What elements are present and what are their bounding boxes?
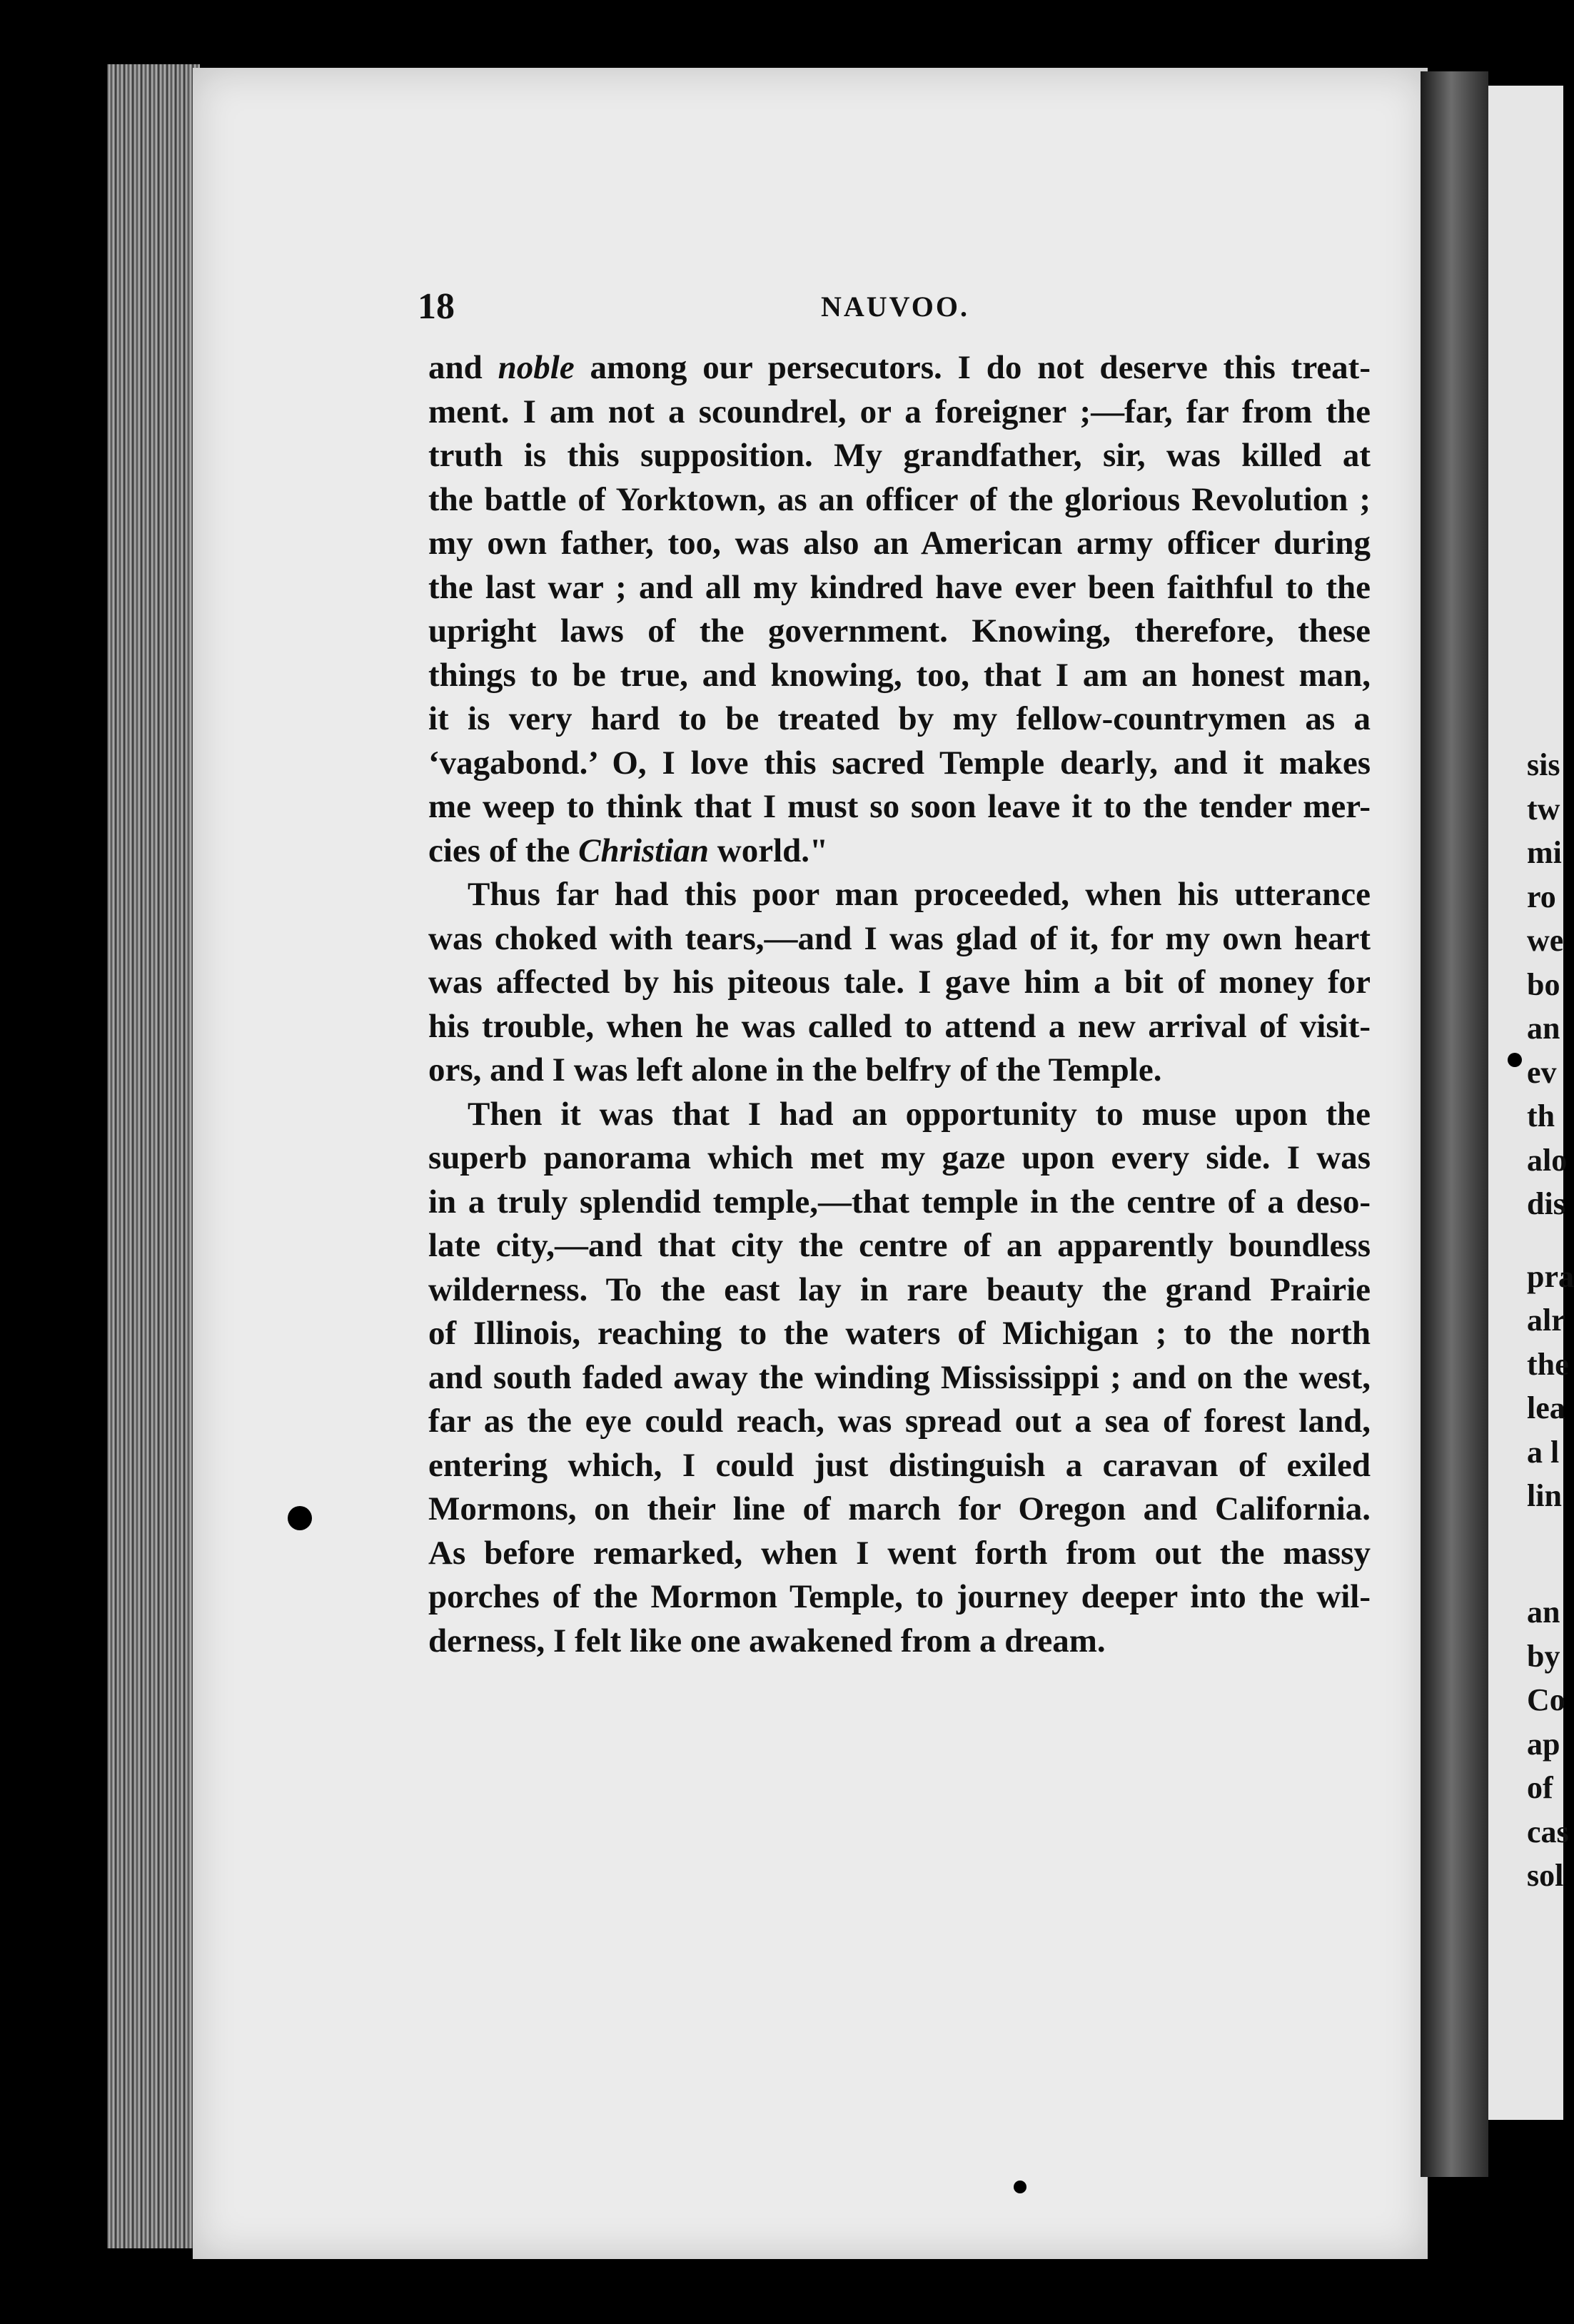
text-line: superb panorama which met my gaze upon every side. I was <box>428 1139 1371 1176</box>
text-line: derness, I felt like one awakened from a dream. <box>428 1622 1106 1659</box>
facing-text-fragment: sol <box>1527 1858 1564 1893</box>
ink-speck <box>782 50 793 57</box>
facing-text-fragment: lea <box>1527 1390 1565 1425</box>
facing-page-fragment <box>1488 86 1574 2120</box>
running-title: NAUVOO. <box>821 290 969 323</box>
body-text <box>428 346 1371 1663</box>
facing-text-fragment: ap <box>1527 1726 1560 1762</box>
facing-text-fragment: Co <box>1527 1682 1565 1717</box>
text-line: As before remarked, when I went forth from out the massy <box>428 1534 1371 1572</box>
facing-text-fragment: alr <box>1527 1303 1565 1338</box>
text-line: me weep to think that I must so soon leave it to the tender mer- <box>428 788 1371 825</box>
text-line: was affected by his piteous tale. I gave him a bit of money for <box>428 964 1371 1001</box>
facing-text-fragment: sis <box>1527 747 1560 782</box>
facing-text-fragment: an <box>1527 1595 1560 1630</box>
facing-text-fragment: bo <box>1527 966 1560 1002</box>
facing-text-fragment: tw <box>1527 791 1560 827</box>
text-line: late city,—and that city the centre of an apparently boundless <box>428 1227 1371 1264</box>
text-line: and noble among our persecutors. I do not deserve this treat- <box>428 349 1371 386</box>
facing-text-fragment: the <box>1527 1346 1569 1382</box>
text-line: of Illinois, reaching to the waters of Michigan ; to the north <box>428 1315 1371 1352</box>
text-line: cies of the Christian world." <box>428 832 829 869</box>
text-line: ‘vagabond.’ O, I love this sacred Temple dearly, and it makes <box>428 744 1371 782</box>
facing-text-fragment: alo <box>1527 1142 1568 1178</box>
page-number: 18 <box>418 286 455 327</box>
facing-text-fragment: a l <box>1527 1434 1560 1470</box>
facing-text-fragment: mi <box>1527 835 1562 870</box>
ink-speck <box>1508 1053 1522 1067</box>
text-line: upright laws of the government. Knowing, therefore, these <box>428 612 1371 650</box>
running-head <box>418 286 1371 328</box>
facing-text-fragment: lin <box>1527 1478 1562 1513</box>
facing-text-fragment: th <box>1527 1098 1555 1133</box>
facing-text-fragment: pra <box>1527 1258 1574 1294</box>
facing-text-fragment: dis <box>1527 1186 1565 1221</box>
text-line: was choked with tears,—and I was glad of it, for my own heart <box>428 919 1371 957</box>
page-edges <box>107 64 200 2248</box>
text-line: my own father, too, was also an American army officer during <box>428 525 1371 562</box>
text-line: truth is this supposition. My grandfather, sir, was killed at <box>428 437 1371 474</box>
text-line: ors, and I was left alone in the belfry of the Temple. <box>428 1051 1162 1088</box>
text-line: far as the eye could reach, was spread out a sea of forest land, <box>428 1403 1371 1440</box>
paragraph <box>428 346 1371 873</box>
text-line: the last war ; and all my kindred have ever been faithful to the <box>428 568 1371 606</box>
text-line: wilderness. To the east lay in rare beauty the grand Prairie <box>428 1270 1371 1308</box>
text-line: it is very hard to be treated by my fellow-countrymen as a <box>428 700 1371 737</box>
text-line: Then it was that I had an opportunity to muse upon the <box>468 1095 1371 1133</box>
facing-text-fragment: ro <box>1527 879 1556 914</box>
ink-speck <box>288 1506 312 1530</box>
text-line: entering which, I could just distinguish a caravan of exiled <box>428 1446 1371 1484</box>
text-line: porches of the Mormon Temple, to journey deeper into the wil- <box>428 1578 1371 1615</box>
facing-text-fragment: by <box>1527 1638 1560 1674</box>
facing-text-fragment: ev <box>1527 1054 1557 1090</box>
binding-gutter <box>1421 71 1488 2177</box>
text-line: the battle of Yorktown, as an officer of the glorious Revolution ; <box>428 480 1371 518</box>
facing-text-fragment: an <box>1527 1011 1560 1046</box>
text-line: Thus far had this poor man proceeded, when his utterance <box>468 876 1371 913</box>
paragraph <box>428 873 1371 1093</box>
text-line: Mormons, on their line of march for Oregon and California. <box>428 1490 1371 1527</box>
paragraph <box>428 1093 1371 1664</box>
text-line: his trouble, when he was called to attend a new arrival of visit- <box>428 1007 1371 1045</box>
facing-text-fragment: we <box>1527 923 1564 958</box>
facing-text-fragment: cas <box>1527 1814 1569 1849</box>
text-line: ment. I am not a scoundrel, or a foreigner ;—far, far from the <box>428 393 1371 430</box>
ink-speck <box>1014 2181 1026 2193</box>
text-line: and south faded away the winding Mississippi ; and on the west, <box>428 1358 1371 1396</box>
text-line: things to be true, and knowing, too, that I am an honest man, <box>428 656 1371 694</box>
text-line: in a truly splendid temple,—that temple in the centre of a deso- <box>428 1183 1371 1221</box>
facing-text-fragment: of <box>1527 1770 1553 1805</box>
